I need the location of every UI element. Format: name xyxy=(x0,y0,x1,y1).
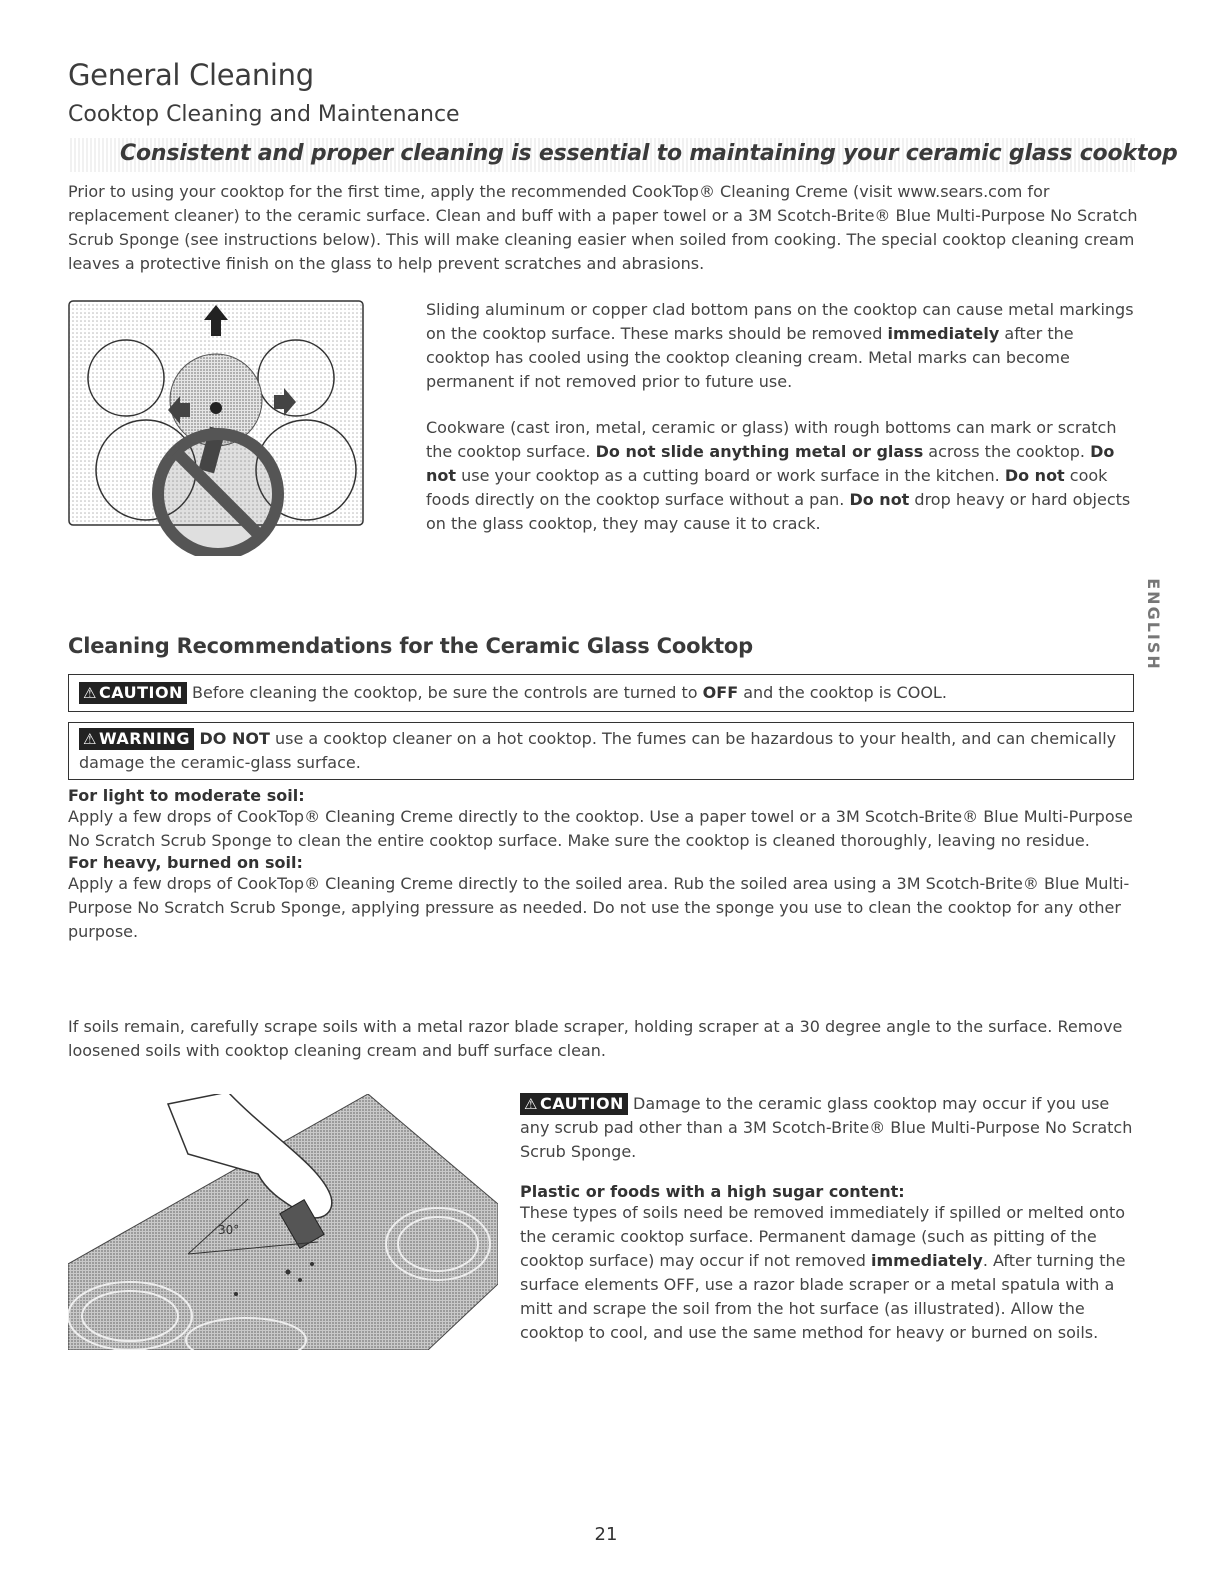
warning-box xyxy=(68,722,1134,780)
text-span: Before cleaning the cooktop, be sure the controls are turned to xyxy=(186,683,703,702)
sugar-text xyxy=(520,1201,1138,1345)
language-tab-label: ENGLISH xyxy=(1143,577,1163,671)
emphasis: Do not xyxy=(426,442,1115,485)
scrub-and-sugar-section xyxy=(520,1092,1138,1345)
section-subtitle: Cooktop Cleaning and Maintenance xyxy=(68,102,460,127)
emphasis: Do not xyxy=(1004,466,1065,485)
text-span: cook foods directly on the cooktop surface without a pan. xyxy=(426,466,1108,509)
caution-badge xyxy=(79,682,187,704)
text-span: after the cooktop has cooled using the cooktop cleaning cream. Metal marks can become permanent if not removed prior to future use. xyxy=(426,324,1074,391)
warning-text xyxy=(79,727,1123,775)
light-soil-text: Apply a few drops of CookTop® Cleaning Creme directly to the cooktop. Use a paper towel or a 3M Scotch-Brite® Blue Multi-Purpose No Scratch Scrub Sponge to clean the entire cooktop surface. Make sure the cooktop is cleaned thoroughly, leaving no residue. xyxy=(68,807,1133,850)
scrub-caution-text xyxy=(520,1092,1138,1164)
text-span: use your cooktop as a cutting board or work surface in the kitchen. xyxy=(456,466,1005,485)
text-span: These types of soils need be removed immediately if spilled or melted onto the ceramic cooktop surface. Permanent damage (such as pitting of the cooktop surface) may occur if not removed xyxy=(520,1203,1126,1270)
angle-label: 30° xyxy=(218,1223,240,1237)
language-tab xyxy=(1140,578,1166,670)
intro-paragraph: Prior to using your cooktop for the first time, apply the recommended CookTop® Cleaning Creme (visit www.sears.com for replacement cleaner) to the ceramic surface. Clean and buff with a paper towel or a 3M Scotch-Brite® Blue Multi-Purpose No Scratch Scrub Sponge (see instructions below). This will make cleaning easier when soiled from cooking. The special cooktop cleaning cream leaves a protective finish on the glass to help prevent scratches and abrasions. xyxy=(68,182,1138,273)
page-number: 21 xyxy=(594,1524,618,1545)
warning-badge-label: WARNING xyxy=(98,729,190,748)
text-span: . After turning the surface elements OFF, use a razor blade scraper or a metal spatula with a mitt and scrape the soil from the hot surface (as illustrated). Allow the cooktop to cool, and use the same method for heavy or burned on soils. xyxy=(520,1251,1126,1342)
warning-triangle-icon: ⚠ xyxy=(83,684,97,702)
sugar-heading: Plastic or foods with a high sugar content: xyxy=(520,1182,905,1201)
cooktop-surface xyxy=(68,1094,498,1350)
text-span: and the cooktop is COOL. xyxy=(738,683,947,702)
emphasis: OFF xyxy=(702,683,739,702)
emphasis: immediately xyxy=(871,1251,983,1270)
caution-text xyxy=(79,680,1123,706)
text-span: use a cooktop cleaner on a hot cooktop. The fumes can be hazardous to your health, and can chemically damage the ceramic-glass surface. xyxy=(79,729,1117,772)
caution-badge-label: CAUTION xyxy=(539,1094,624,1113)
text-span: across the cooktop. xyxy=(923,442,1091,461)
text-span: drop heavy or hard objects on the glass cooktop, they may cause it to crack. xyxy=(426,490,1131,533)
cookware-paragraph xyxy=(426,416,1136,536)
recommendations-heading: Cleaning Recommendations for the Ceramic Glass Cooktop xyxy=(68,634,753,658)
caution-badge xyxy=(520,1093,628,1115)
page-title: General Cleaning xyxy=(68,58,314,92)
heavy-soil-text: Apply a few drops of CookTop® Cleaning Creme directly to the soiled area. Rub the soiled area using a 3M Scotch-Brite® Blue Multi-Purpose No Scratch Scrub Sponge, applying pressure as needed. Do not use the sponge you use to clean the cooktop for any other purpose. xyxy=(68,874,1130,941)
text-span: Cookware (cast iron, metal, ceramic or glass) with rough bottoms can mark or scratch the cooktop surface. xyxy=(426,418,1117,461)
emphasis: immediately xyxy=(887,324,1000,343)
emphasis: Do not xyxy=(849,490,910,509)
emphasis: DO NOT xyxy=(193,729,270,748)
scrape-section xyxy=(68,1015,1138,1063)
intro-section xyxy=(68,180,1138,276)
emphasis: Do not slide anything metal or glass xyxy=(595,442,924,461)
tagline: Consistent and proper cleaning is essential to maintaining your ceramic glass cooktop xyxy=(120,141,1178,166)
warning-triangle-icon: ⚠ xyxy=(524,1095,538,1113)
warning-badge xyxy=(79,728,194,750)
metal-marks-paragraph xyxy=(426,298,1136,394)
spacer xyxy=(520,1164,1138,1182)
warning-triangle-icon: ⚠ xyxy=(83,730,97,748)
light-soil-heading: For light to moderate soil: xyxy=(68,786,305,805)
caution-box xyxy=(68,674,1134,712)
scraper-illustration xyxy=(68,1094,498,1350)
metal-marks-section xyxy=(426,298,1136,536)
heavy-soil-heading: For heavy, burned on soil: xyxy=(68,853,303,872)
soil-instructions xyxy=(68,786,1138,944)
text-span: Damage to the ceramic glass cooktop may occur if you use any scrub pad other than a 3M Scotch-Brite® Blue Multi-Purpose No Scratch Scrub Sponge. xyxy=(520,1094,1133,1161)
no-slide-illustration xyxy=(68,300,364,526)
text-span: Sliding aluminum or copper clad bottom pans on the cooktop can cause metal markings on the cooktop surface. These marks should be removed xyxy=(426,300,1134,343)
caution-badge-label: CAUTION xyxy=(98,683,183,702)
scrape-text: If soils remain, carefully scrape soils with a metal razor blade scraper, holding scraper at a 30 degree angle to the surface. Remove loosened soils with cooktop cleaning cream and buff surface clean. xyxy=(68,1017,1123,1060)
